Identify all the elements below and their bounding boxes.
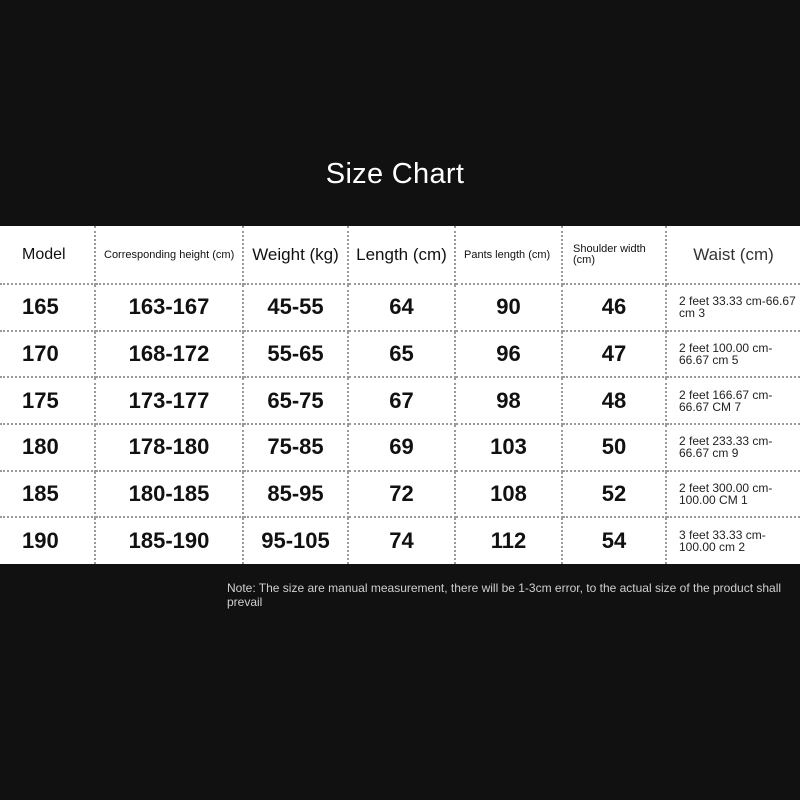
cell-height: 178-180 — [95, 424, 243, 471]
cell-shoulder-width: 46 — [562, 284, 666, 331]
table-row — [0, 471, 800, 518]
table-row — [0, 424, 800, 471]
table-row — [0, 377, 800, 424]
cell-model: 165 — [0, 284, 95, 331]
cell-shoulder-width: 52 — [562, 471, 666, 518]
cell-shoulder-width: 54 — [562, 517, 666, 564]
header-model: Model — [0, 226, 95, 284]
cell-length: 64 — [348, 284, 455, 331]
cell-height: 173-177 — [95, 377, 243, 424]
cell-weight: 95-105 — [243, 517, 348, 564]
header-pants-length: Pants length (cm) — [455, 226, 562, 284]
cell-pants-length: 108 — [455, 471, 562, 518]
cell-height: 185-190 — [95, 517, 243, 564]
cell-pants-length: 90 — [455, 284, 562, 331]
header-waist: Waist (cm) — [666, 226, 800, 284]
page-title: Size Chart — [325, 158, 465, 190]
cell-model: 170 — [0, 331, 95, 378]
table-row — [0, 284, 800, 331]
cell-length: 74 — [348, 517, 455, 564]
cell-length: 72 — [348, 471, 455, 518]
cell-waist: 3 feet 33.33 cm-100.00 cm 2 — [679, 528, 766, 555]
cell-height: 163-167 — [95, 284, 243, 331]
table-header-row — [0, 226, 800, 284]
header-length: Length (cm) — [348, 226, 455, 284]
cell-waist: 2 feet 233.33 cm-66.67 cm 9 — [666, 424, 800, 471]
cell-shoulder-width: 50 — [562, 424, 666, 471]
cell-shoulder-width: 48 — [562, 377, 666, 424]
header-corresponding-height: Corresponding height (cm) — [95, 226, 243, 284]
cell-weight: 65-75 — [243, 377, 348, 424]
cell-pants-length: 103 — [455, 424, 562, 471]
cell-length: 67 — [348, 377, 455, 424]
cell-weight: 85-95 — [243, 471, 348, 518]
cell-weight: 45-55 — [243, 284, 348, 331]
header-weight: Weight (kg) — [243, 226, 348, 284]
cell-model: 180 — [0, 424, 95, 471]
cell-waist: 2 feet 33.33 cm-66.67 cm 3 — [666, 284, 800, 331]
cell-model: 190 — [0, 517, 95, 564]
cell-waist: 2 feet 166.67 cm-66.67 CM 7 — [666, 377, 800, 424]
table-row — [0, 517, 800, 564]
size-table — [0, 226, 800, 564]
cell-pants-length: 98 — [455, 377, 562, 424]
cell-weight: 55-65 — [243, 331, 348, 378]
cell-length: 69 — [348, 424, 455, 471]
cell-weight: 75-85 — [243, 424, 348, 471]
cell-height: 168-172 — [95, 331, 243, 378]
cell-waist: 2 feet 100.00 cm-66.67 cm 5 — [666, 331, 800, 378]
cell-model: 175 — [0, 377, 95, 424]
table-row — [0, 331, 800, 378]
cell-model: 185 — [0, 471, 95, 518]
cell-pants-length: 96 — [455, 331, 562, 378]
header-shoulder-width: Shoulder width (cm) — [562, 226, 666, 284]
cell-height: 180-185 — [95, 471, 243, 518]
cell-waist: 2 feet 300.00 cm-100.00 CM 1 — [666, 471, 800, 518]
measurement-note: Note: The size are manual measurement, there will be 1-3cm error, to the actual size of the product shall prevail — [227, 581, 782, 609]
cell-length: 65 — [348, 331, 455, 378]
cell-pants-length: 112 — [455, 517, 562, 564]
cell-shoulder-width: 47 — [562, 331, 666, 378]
size-table-container — [0, 226, 800, 564]
